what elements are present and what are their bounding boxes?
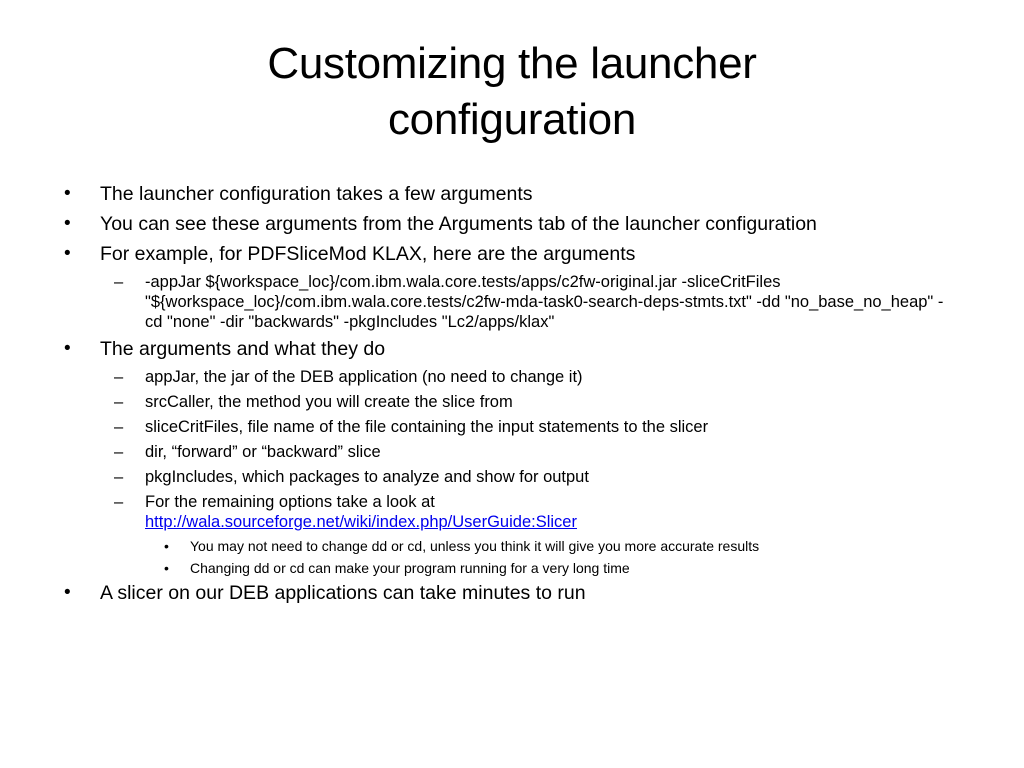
dash-icon: – (114, 443, 124, 461)
bullet-icon: • (164, 560, 169, 576)
bullet-icon: • (64, 213, 71, 234)
sub-item (56, 417, 956, 437)
bullet-item (56, 242, 956, 266)
note-text: Changing dd or cd can make your program running for a very long time (190, 560, 630, 576)
note-text: You may not need to change dd or cd, unless you think it will give you more accurate results (190, 538, 760, 554)
bullet-icon: • (164, 538, 169, 554)
bullet-text: For example, for PDFSliceMod KLAX, here are the arguments (100, 243, 636, 265)
dash-icon: – (114, 468, 124, 486)
dash-icon: – (114, 368, 124, 386)
bullet-icon: • (64, 243, 71, 264)
dash-icon: – (114, 273, 124, 291)
bullet-text: The arguments and what they do (100, 338, 386, 360)
sub-item-text: -appJar ${workspace_loc}/com.ibm.wala.core.tests/apps/c2fw-original.jar -sliceCritFiles "${workspace_loc}/com.ibm.wala.core.tests/c2fw-mda-task0-search-deps-stmts.txt" -dd "no_base_no_heap" -cd "none" -dir "backwards" -pkgIncludes "Lc2/apps/klax" (145, 273, 944, 331)
bullet-icon: • (64, 183, 71, 204)
userguide-slicer-link[interactable]: http://wala.sourceforge.net/wiki/index.php/UserGuide:Slicer (145, 513, 577, 531)
sub-item (56, 467, 956, 487)
bullet-item (56, 581, 956, 605)
slide-content (56, 182, 956, 611)
note-item (56, 559, 956, 577)
sub-item-text: dir, “forward” or “backward” slice (145, 443, 381, 461)
slide-title (60, 36, 964, 148)
bullet-item (56, 212, 956, 236)
title-line-2: configuration (387, 95, 637, 144)
sub-item (56, 442, 956, 462)
sub-item-text: appJar, the jar of the DEB application (no need to change it) (145, 368, 583, 386)
bullet-text: A slicer on our DEB applications can take minutes to run (100, 582, 586, 604)
bullet-text: You can see these arguments from the Arguments tab of the launcher configuration (100, 213, 817, 235)
sub-item (56, 392, 956, 412)
bullet-item (56, 337, 956, 361)
sub-item (56, 367, 956, 387)
sub-item-remaining-options (56, 492, 956, 532)
dash-icon: – (114, 493, 124, 511)
bullet-item (56, 182, 956, 206)
sub-item-text: sliceCritFiles, file name of the file containing the input statements to the slicer (145, 418, 709, 436)
bullet-icon: • (64, 582, 71, 603)
dash-icon: – (114, 418, 124, 436)
bullet-text: The launcher configuration takes a few arguments (100, 183, 533, 205)
bullet-icon: • (64, 338, 71, 359)
dash-icon: – (114, 393, 124, 411)
sub-item-text: For the remaining options take a look at (145, 493, 435, 511)
sub-item-text: srcCaller, the method you will create the slice from (145, 393, 513, 411)
sub-item-text: pkgIncludes, which packages to analyze and show for output (145, 468, 589, 486)
note-item (56, 537, 956, 555)
sub-item-example-args (56, 272, 956, 332)
title-line-1: Customizing the launcher (267, 39, 757, 88)
